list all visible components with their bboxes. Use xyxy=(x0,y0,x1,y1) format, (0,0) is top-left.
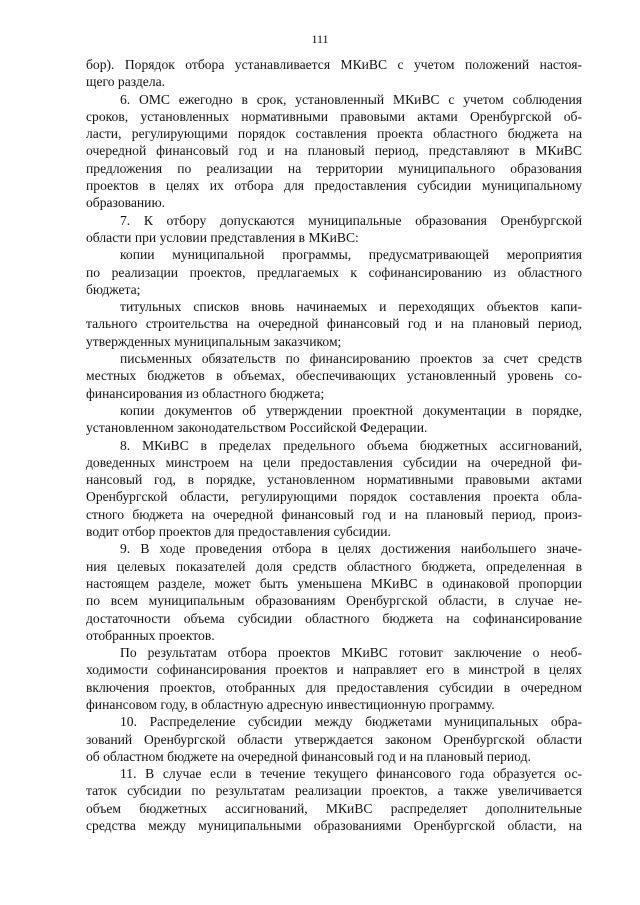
text-line: ния целевых показателей доля средств областного бюджета, определенная в xyxy=(86,558,582,574)
text-line: щего раздела. xyxy=(86,74,166,90)
text-line: отобранных проектов. xyxy=(86,627,215,643)
text-line: копии муниципальной программы, предусматривающей мероприятия xyxy=(120,247,582,263)
text-line: предложения по реализации на территории муниципального образования xyxy=(86,160,582,176)
text-line: области при условии представления в МКиВС: xyxy=(86,229,359,245)
paragraph xyxy=(86,298,582,350)
text-line: зований Оренбургской области утверждается законом Оренбургской области xyxy=(86,731,582,747)
text-line: По результатам отбора проектов МКиВС готовит заключение о необ- xyxy=(120,645,582,661)
text-line: образованию. xyxy=(86,195,166,211)
text-line: объем бюджетных ассигнований, МКиВС распределяет дополнительные xyxy=(86,800,582,816)
paragraph xyxy=(86,644,582,713)
paragraph xyxy=(86,713,582,765)
paragraph xyxy=(86,350,582,402)
text-line: 7. К отбору допускаются муниципальные образования Оренбургской xyxy=(120,212,582,228)
text-line: бюджета; xyxy=(86,281,141,297)
text-line: титульных списков вновь начинаемых и переходящих объектов капи- xyxy=(120,299,582,315)
text-line: бор). Порядок отбора устанавливается МКиВС с учетом положений настоя- xyxy=(86,57,582,72)
paragraph xyxy=(86,540,582,644)
text-line: утвержденных муниципальным заказчиком; xyxy=(86,333,342,349)
text-line: местных бюджетов в объемах, обеспечивающих установленный уровень со- xyxy=(86,368,582,384)
text-line: 11. В случае если в течение текущего финансового года образуется ос- xyxy=(120,766,582,782)
text-line: настоящем разделе, может быть уменьшена МКиВС в одинаковой пропорции xyxy=(86,575,582,591)
text-line: средства между муниципальными образованиями Оренбургской области, на xyxy=(86,818,582,834)
text-line: об областном бюджете на очередной финансовый год и на плановый период. xyxy=(86,748,531,764)
text-line: по реализации проектов, предлагаемых к софинансированию из областного xyxy=(86,264,582,280)
text-line: установленном законодательством Российской Федерации. xyxy=(86,420,428,436)
text-line: тального строительства на очередной финансовый год и на плановый период, xyxy=(86,316,582,332)
text-line: таток субсидии по результатам реализации проектов, а также увеличивается xyxy=(86,783,582,799)
text-line: по всем муниципальным образованиям Оренбургской области, в случае не- xyxy=(86,593,582,609)
text-line: Оренбургской области, регулирующими порядок составления проекта обла- xyxy=(86,489,582,505)
text-line: письменных обязательств по финансированию проектов за счет средств xyxy=(120,351,582,367)
paragraph xyxy=(86,765,582,834)
page-number: 111 xyxy=(311,32,329,46)
text-line: достаточности объема субсидии областного бюджета на софинансирование xyxy=(86,610,582,626)
text-line: сроков, установленных нормативными правовыми актами Оренбургской об- xyxy=(86,108,582,124)
paragraph xyxy=(86,437,582,541)
text-line: проектов в целях их отбора для предоставления субсидии муниципальному xyxy=(86,178,582,194)
paragraph xyxy=(86,91,582,212)
text-line: финансовом году, в областную адресную инвестиционную программу. xyxy=(86,696,495,712)
document-body xyxy=(86,56,582,834)
paragraph xyxy=(86,246,582,298)
text-line: ходимости софинансирования проектов и направляет его в минстрой в целях xyxy=(86,662,582,678)
text-line: водит отбор проектов для предоставления субсидии. xyxy=(86,524,391,540)
text-line: доведенных минстроем на цели предоставления субсидии на очередной фи- xyxy=(86,454,582,470)
text-line: копии документов об утверждении проектной документации в порядке, xyxy=(120,402,582,418)
paragraph xyxy=(86,56,582,91)
paragraph xyxy=(86,402,582,437)
text-line: стного бюджета на очередной финансовый год и на плановый период, произ- xyxy=(86,506,582,522)
text-line: 8. МКиВС в пределах предельного объема бюджетных ассигнований, xyxy=(120,437,582,453)
text-line: 10. Распределение субсидии между бюджетами муниципальных обра- xyxy=(120,714,582,730)
text-line: 6. ОМС ежегодно в срок, установленный МКиВС с учетом соблюдения xyxy=(120,91,582,107)
text-line: 9. В ходе проведения отбора в целях достижения наибольшего значе- xyxy=(120,541,582,557)
text-line: финансирования из областного бюджета; xyxy=(86,385,325,401)
text-line: очередной финансовый год и на плановый период, представляют в МКиВС xyxy=(86,143,582,159)
text-line: нансовый год, в порядке, установленном нормативными правовыми актами xyxy=(86,472,582,488)
text-line: включения проектов, отобранных для предоставления субсидии в очередном xyxy=(86,679,582,695)
text-line: ласти, регулирующими порядок составления проекта областного бюджета на xyxy=(86,126,582,142)
paragraph xyxy=(86,212,582,247)
